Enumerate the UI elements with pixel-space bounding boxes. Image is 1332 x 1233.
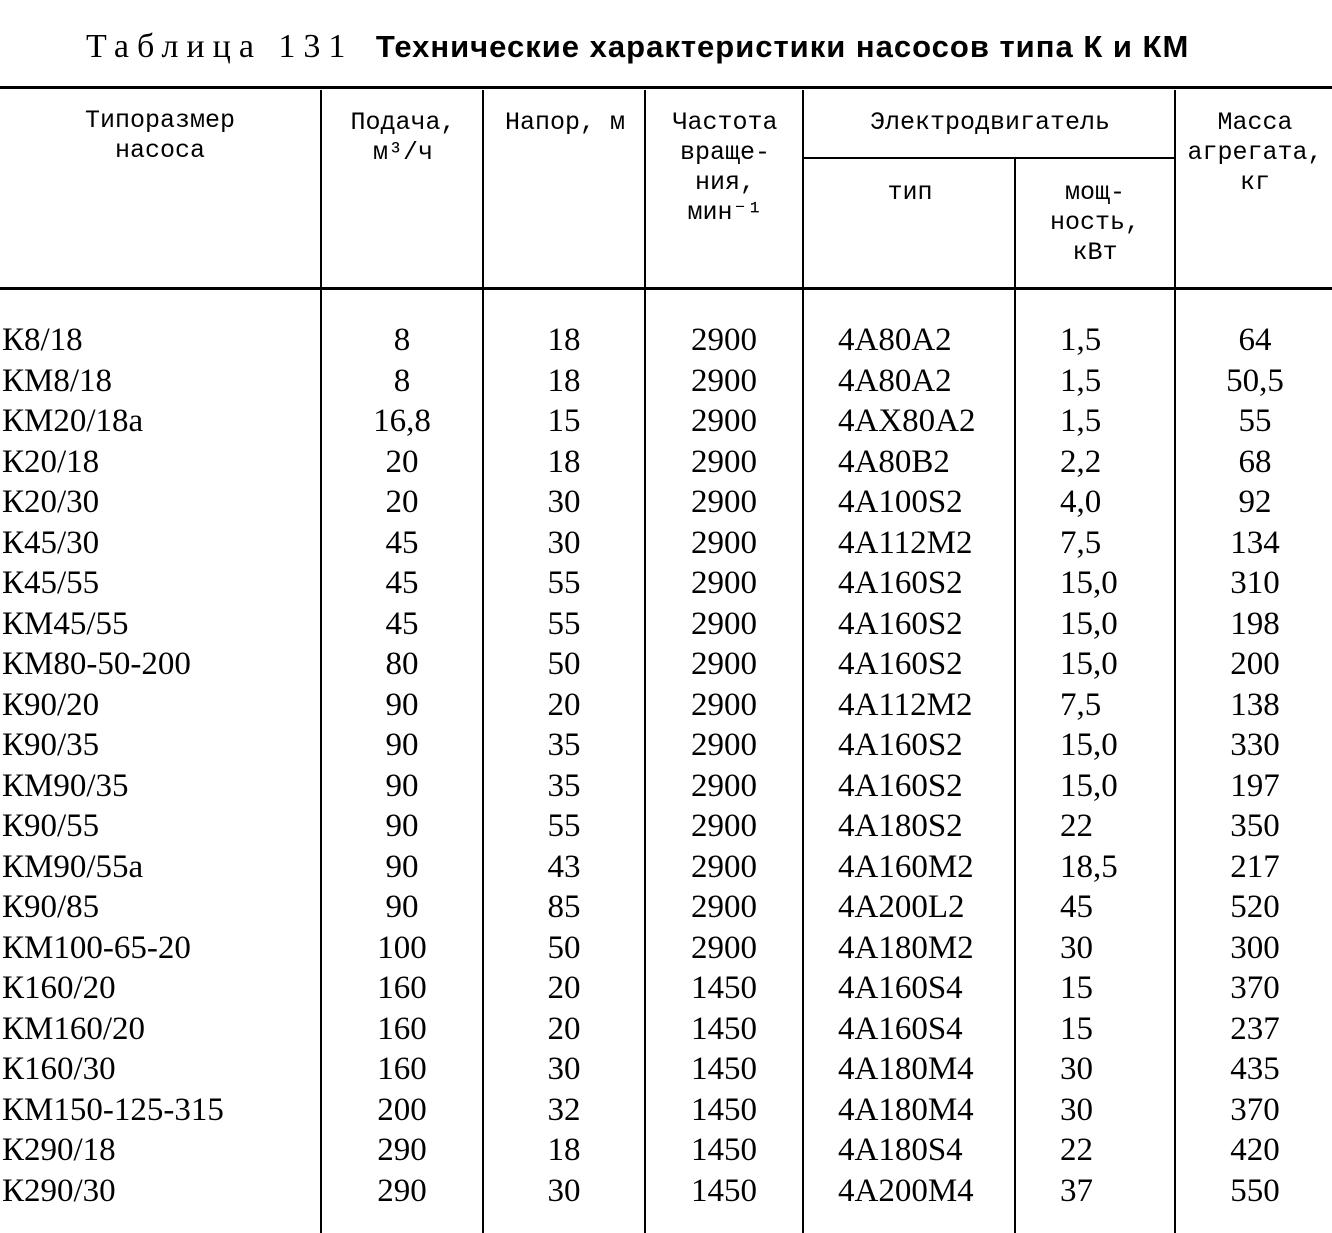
cell-motor-type: 4А180М2 (838, 929, 974, 966)
table-row (0, 361, 1332, 402)
cell-pump-size: К45/55 (2, 565, 100, 601)
cell-speed: 2900 (691, 767, 757, 804)
cell-mass: 217 (1230, 848, 1280, 885)
cell-speed: 1450 (691, 970, 757, 1006)
cell-mass: 55 (1238, 403, 1272, 439)
cell-head: 35 (547, 727, 581, 763)
table-row (0, 523, 1332, 564)
cell-motor-type: 4А180S4 (838, 1132, 963, 1168)
cell-head: 85 (547, 889, 581, 925)
cell-pump-size: КМ100-65-20 (2, 929, 191, 966)
cell-motor-type: 4А80В2 (838, 443, 950, 480)
cell-motor-type: 4А80А2 (838, 322, 952, 358)
cell-flow: 290 (377, 1172, 427, 1209)
cell-head: 55 (547, 605, 581, 642)
cell-motor-type: 4А160S2 (838, 727, 963, 763)
cell-speed: 1450 (691, 1091, 757, 1128)
cell-mass: 520 (1230, 889, 1280, 925)
cell-speed: 2900 (691, 403, 757, 439)
column-divider (1014, 158, 1016, 288)
cell-motor-type: 4А200L2 (838, 889, 965, 925)
cell-pump-size: К90/55 (2, 808, 100, 844)
cell-head: 50 (547, 929, 581, 966)
table-row (0, 320, 1332, 361)
cell-pump-size: КМ45/55 (2, 605, 129, 642)
cell-flow: 8 (393, 322, 411, 358)
cell-pump-size: К20/30 (2, 484, 100, 520)
table-number: Таблица 131 (86, 28, 354, 65)
cell-motor-power: 18,5 (1060, 848, 1118, 885)
table-row (0, 806, 1332, 847)
cell-motor-power: 7,5 (1060, 686, 1102, 723)
motor-subheader-rule (803, 157, 1176, 159)
cell-motor-power: 30 (1060, 929, 1093, 966)
table-row (0, 968, 1332, 1009)
cell-flow: 160 (377, 1010, 427, 1047)
cell-pump-size: К90/35 (2, 727, 100, 763)
cell-motor-power: 22 (1060, 808, 1093, 844)
cell-motor-type: 4А180S2 (838, 808, 963, 844)
cell-motor-power: 15,0 (1060, 727, 1118, 763)
table-row (0, 1171, 1332, 1212)
cell-motor-power: 1,5 (1060, 362, 1102, 399)
cell-head: 55 (547, 565, 581, 601)
cell-motor-power: 2,2 (1060, 443, 1102, 480)
table-row (0, 1049, 1332, 1090)
header-speed: Частота враще-ния, мин⁻¹ (672, 108, 778, 227)
table-row (0, 766, 1332, 807)
cell-motor-type: 4А100S2 (838, 484, 963, 520)
cell-mass: 300 (1230, 929, 1280, 966)
cell-motor-power: 15,0 (1060, 767, 1118, 804)
cell-speed: 1450 (691, 1010, 757, 1047)
cell-head: 20 (547, 970, 581, 1006)
header-bottom-rule (0, 287, 1332, 290)
table-caption: Технические характеристики насосов типа К и КМ (375, 29, 1190, 64)
cell-mass: 64 (1238, 322, 1272, 358)
cell-motor-power: 15,0 (1060, 605, 1118, 642)
table-row (0, 563, 1332, 604)
cell-flow: 90 (385, 686, 419, 723)
cell-motor-power: 4,0 (1060, 484, 1102, 520)
cell-flow: 90 (385, 808, 419, 844)
cell-mass: 420 (1230, 1132, 1280, 1168)
cell-mass: 330 (1230, 727, 1280, 763)
cell-mass: 197 (1230, 767, 1280, 804)
cell-motor-power: 1,5 (1060, 322, 1102, 358)
column-divider (802, 90, 804, 288)
column-divider (644, 90, 646, 288)
cell-motor-type: 4А160S2 (838, 565, 963, 601)
cell-speed: 2900 (691, 929, 757, 966)
cell-head: 20 (547, 1010, 581, 1047)
cell-head: 18 (547, 322, 581, 358)
header-size: Типоразмер насоса (84, 106, 236, 165)
column-divider (1174, 90, 1176, 288)
cell-mass: 50,5 (1226, 362, 1284, 399)
cell-flow: 8 (393, 362, 411, 399)
cell-speed: 2900 (691, 484, 757, 520)
cell-flow: 45 (385, 565, 419, 601)
cell-speed: 2900 (691, 565, 757, 601)
cell-flow: 200 (377, 1091, 427, 1128)
cell-motor-power: 15 (1060, 1010, 1093, 1047)
cell-pump-size: К8/18 (2, 322, 83, 358)
cell-head: 55 (547, 808, 581, 844)
cell-flow: 90 (385, 848, 419, 885)
cell-head: 35 (547, 767, 581, 804)
cell-motor-power: 37 (1060, 1172, 1093, 1209)
cell-flow: 90 (385, 727, 419, 763)
cell-speed: 2900 (691, 322, 757, 358)
header-mass: Масса агрегата, кг (1187, 108, 1323, 197)
cell-motor-type: 4А160S2 (838, 646, 963, 682)
cell-head: 50 (547, 646, 581, 682)
cell-motor-power: 45 (1060, 889, 1093, 925)
cell-motor-type: 4А112М2 (838, 524, 973, 561)
table-row (0, 644, 1332, 685)
cell-flow: 20 (385, 443, 419, 480)
cell-pump-size: КМ8/18 (2, 362, 113, 399)
cell-motor-power: 15,0 (1060, 565, 1118, 601)
cell-pump-size: КМ90/35 (2, 767, 129, 804)
cell-flow: 90 (385, 767, 419, 804)
cell-pump-size: К290/30 (2, 1172, 116, 1209)
cell-motor-type: 4А80А2 (838, 362, 952, 399)
cell-flow: 80 (385, 646, 419, 682)
table-row (0, 442, 1332, 483)
column-divider (482, 90, 484, 288)
cell-motor-type: 4А200М4 (838, 1172, 974, 1209)
cell-motor-type: 4А160S4 (838, 970, 963, 1006)
cell-speed: 1450 (691, 1132, 757, 1168)
cell-pump-size: КМ150-125-315 (2, 1091, 224, 1128)
table-row (0, 928, 1332, 969)
cell-flow: 290 (377, 1132, 427, 1168)
cell-speed: 2900 (691, 727, 757, 763)
cell-pump-size: К290/18 (2, 1132, 116, 1168)
cell-motor-type: 4А160S2 (838, 767, 963, 804)
table-row (0, 847, 1332, 888)
cell-head: 30 (547, 484, 581, 520)
cell-motor-type: 4А160М2 (838, 848, 974, 885)
header-head: Напор, м (504, 108, 626, 137)
cell-pump-size: КМ90/55а (2, 848, 144, 885)
cell-pump-size: К20/18 (2, 443, 100, 480)
cell-motor-type: 4А180М4 (838, 1091, 974, 1128)
cell-flow: 100 (377, 929, 427, 966)
cell-pump-size: К160/30 (2, 1051, 116, 1087)
cell-pump-size: КМ20/18а (2, 403, 144, 439)
cell-head: 30 (547, 524, 581, 561)
table-row (0, 1090, 1332, 1131)
cell-speed: 2900 (691, 646, 757, 682)
cell-flow: 45 (385, 524, 419, 561)
table-row (0, 1130, 1332, 1171)
cell-pump-size: КМ160/20 (2, 1010, 146, 1047)
table-body (0, 320, 1332, 1211)
table-title (86, 28, 1189, 66)
cell-mass: 435 (1230, 1051, 1280, 1087)
cell-motor-type: 4АХ80А2 (838, 403, 976, 439)
cell-speed: 2900 (691, 808, 757, 844)
cell-pump-size: К45/30 (2, 524, 100, 561)
header-motor-power: мощ-ность, кВт (1049, 178, 1140, 267)
table-row (0, 401, 1332, 442)
cell-flow: 20 (385, 484, 419, 520)
cell-speed: 1450 (691, 1172, 757, 1209)
cell-motor-type: 4А160S4 (838, 1010, 963, 1047)
cell-flow: 160 (377, 970, 427, 1006)
cell-head: 18 (547, 362, 581, 399)
header-motor: Электродвигатель (869, 108, 1111, 137)
cell-motor-power: 22 (1060, 1132, 1093, 1168)
cell-pump-size: К160/20 (2, 970, 116, 1006)
cell-mass: 370 (1230, 1091, 1280, 1128)
column-divider (320, 90, 322, 288)
cell-mass: 350 (1230, 808, 1280, 844)
cell-head: 15 (547, 403, 581, 439)
cell-flow: 45 (385, 605, 419, 642)
cell-head: 32 (547, 1091, 581, 1128)
cell-speed: 2900 (691, 848, 757, 885)
cell-mass: 138 (1230, 686, 1280, 723)
cell-flow: 90 (385, 889, 419, 925)
cell-head: 30 (547, 1051, 581, 1087)
cell-motor-power: 15 (1060, 970, 1093, 1006)
cell-motor-type: 4А180М4 (838, 1051, 974, 1087)
cell-head: 20 (547, 686, 581, 723)
header-flow: Подача, м³/ч (350, 108, 456, 167)
cell-mass: 68 (1238, 443, 1272, 480)
cell-speed: 1450 (691, 1051, 757, 1087)
cell-pump-size: КМ80-50-200 (2, 646, 191, 682)
header-motor-type: тип (887, 178, 933, 207)
cell-mass: 92 (1238, 484, 1272, 520)
header-top-rule (0, 86, 1332, 89)
cell-head: 43 (547, 848, 581, 885)
cell-speed: 2900 (691, 443, 757, 480)
cell-motor-power: 7,5 (1060, 524, 1102, 561)
cell-mass: 310 (1230, 565, 1280, 601)
cell-head: 30 (547, 1172, 581, 1209)
cell-motor-type: 4А112М2 (838, 686, 973, 723)
cell-head: 18 (547, 1132, 581, 1168)
table-row (0, 604, 1332, 645)
cell-speed: 2900 (691, 686, 757, 723)
cell-head: 18 (547, 443, 581, 480)
cell-pump-size: К90/20 (2, 686, 100, 723)
table-row (0, 725, 1332, 766)
cell-mass: 200 (1230, 646, 1280, 682)
cell-motor-power: 15,0 (1060, 646, 1118, 682)
cell-speed: 2900 (691, 362, 757, 399)
cell-flow: 160 (377, 1051, 427, 1087)
cell-mass: 134 (1230, 524, 1280, 561)
cell-motor-power: 1,5 (1060, 403, 1102, 439)
cell-speed: 2900 (691, 889, 757, 925)
cell-mass: 198 (1230, 605, 1280, 642)
table-row (0, 685, 1332, 726)
cell-motor-power: 30 (1060, 1051, 1093, 1087)
cell-mass: 237 (1230, 1010, 1280, 1047)
cell-flow: 16,8 (373, 403, 431, 439)
table-row (0, 482, 1332, 523)
cell-motor-type: 4А160S2 (838, 605, 963, 642)
cell-motor-power: 30 (1060, 1091, 1093, 1128)
cell-mass: 550 (1230, 1172, 1280, 1209)
cell-mass: 370 (1230, 970, 1280, 1006)
cell-speed: 2900 (691, 605, 757, 642)
cell-speed: 2900 (691, 524, 757, 561)
table-row (0, 1009, 1332, 1050)
cell-pump-size: К90/85 (2, 889, 100, 925)
table-row (0, 887, 1332, 928)
